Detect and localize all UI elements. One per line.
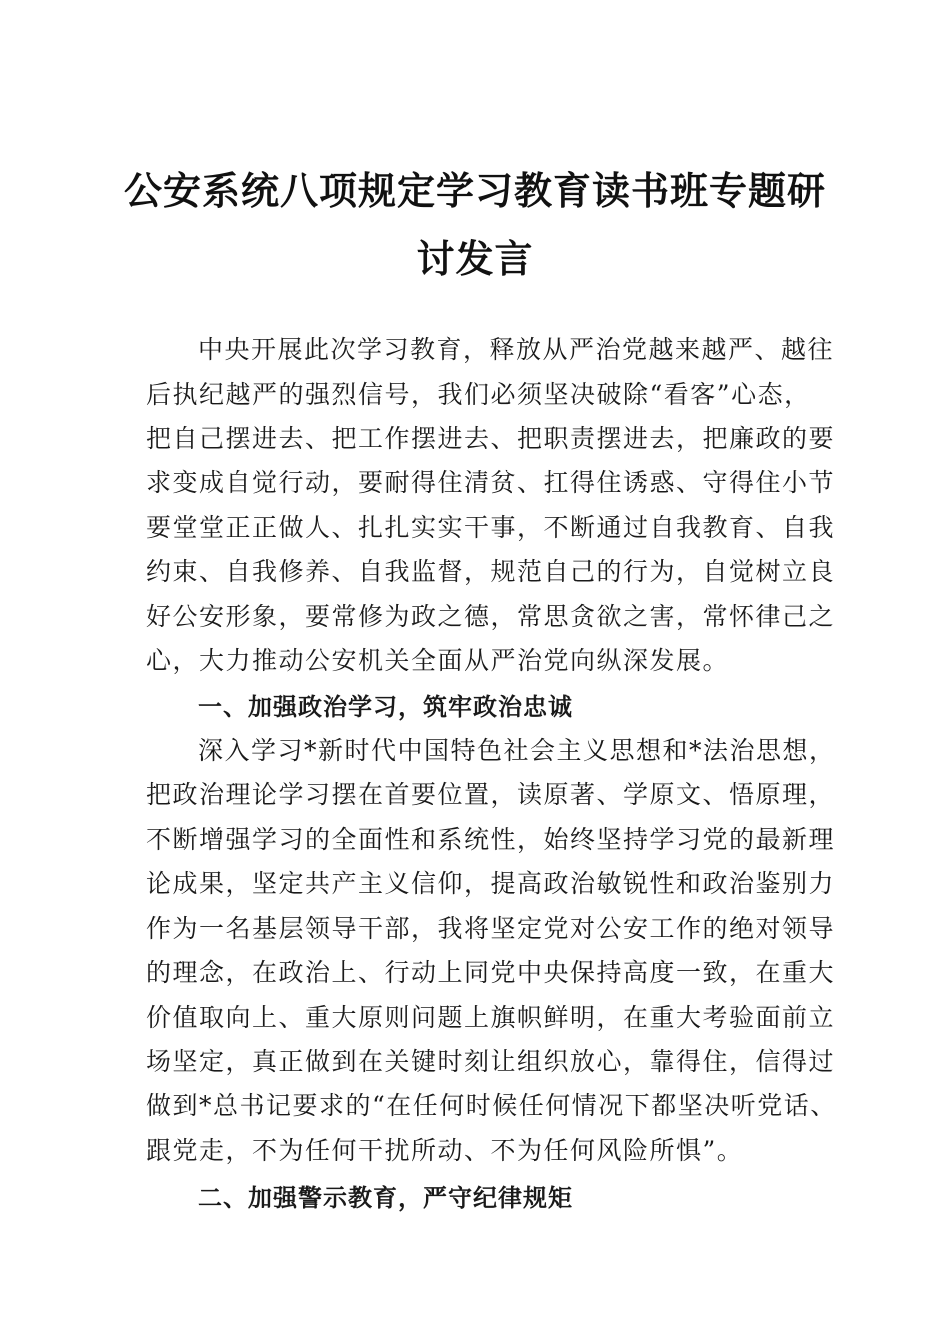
- intro-line-2: 后执纪越严的强烈信号，我们必须坚决破除“看客”心态，: [146, 380, 811, 409]
- section-1-line-7: 价值取向上、重大原则问题上旗帜鲜明，在重大考验面前立: [146, 1003, 836, 1032]
- intro-line-5: 要堂堂正正做人、扎扎实实干事，不断通过自我教育、自我: [146, 513, 836, 542]
- section-1-line-3: 不断增强学习的全面性和系统性，始终坚持学习党的最新理: [146, 825, 836, 854]
- section-1-line-4: 论成果，坚定共产主义信仰，提高政治敏锐性和政治鉴别力: [146, 869, 836, 898]
- section-1-line-2: 把政治理论学习摆在首要位置，读原著、学原文、悟原理，: [146, 780, 836, 809]
- section-1-heading: 一、加强政治学习，筑牢政治忠诚: [198, 693, 573, 721]
- section-1-line-10: 跟党走，不为任何干扰所动、不为任何风险所惧”。: [146, 1136, 744, 1165]
- document-title-line-1: 公安系统八项规定学习教育读书班专题研: [123, 169, 826, 213]
- section-2-heading: 二、加强警示教育，严守纪律规矩: [198, 1184, 573, 1212]
- intro-line-1: 中央开展此次学习教育，释放从严治党越来越严、越往: [198, 335, 835, 364]
- section-1-line-8: 场坚定，真正做到在关键时刻让组织放心，靠得住，信得过: [146, 1047, 836, 1076]
- section-1-line-5: 作为一名基层领导干部，我将坚定党对公安工作的绝对领导: [146, 914, 836, 943]
- intro-line-8: 心，大力推动公安机关全面从严治党向纵深发展。: [146, 646, 730, 675]
- intro-line-3: 把自己摆进去、把工作摆进去、把职责摆进去，把廉政的要: [146, 424, 836, 453]
- section-1-line-9: 做到*总书记要求的“在任何时候任何情况下都坚决听党话、: [146, 1091, 837, 1120]
- intro-line-6: 约束、自我修养、自我监督，规范自己的行为，自觉树立良: [146, 557, 836, 586]
- section-1-line-1: 深入学习*新时代中国特色社会主义思想和*法治思想，: [198, 736, 836, 765]
- intro-line-4: 求变成自觉行动，要耐得住清贫、扛得住诱惑、守得住小节: [146, 468, 836, 497]
- section-1-line-6: 的理念，在政治上、行动上同党中央保持高度一致，在重大: [146, 958, 836, 987]
- intro-line-7: 好公安形象，要常修为政之德，常思贪欲之害，常怀律己之: [146, 602, 836, 631]
- document-title-line-2: 讨发言: [416, 237, 534, 281]
